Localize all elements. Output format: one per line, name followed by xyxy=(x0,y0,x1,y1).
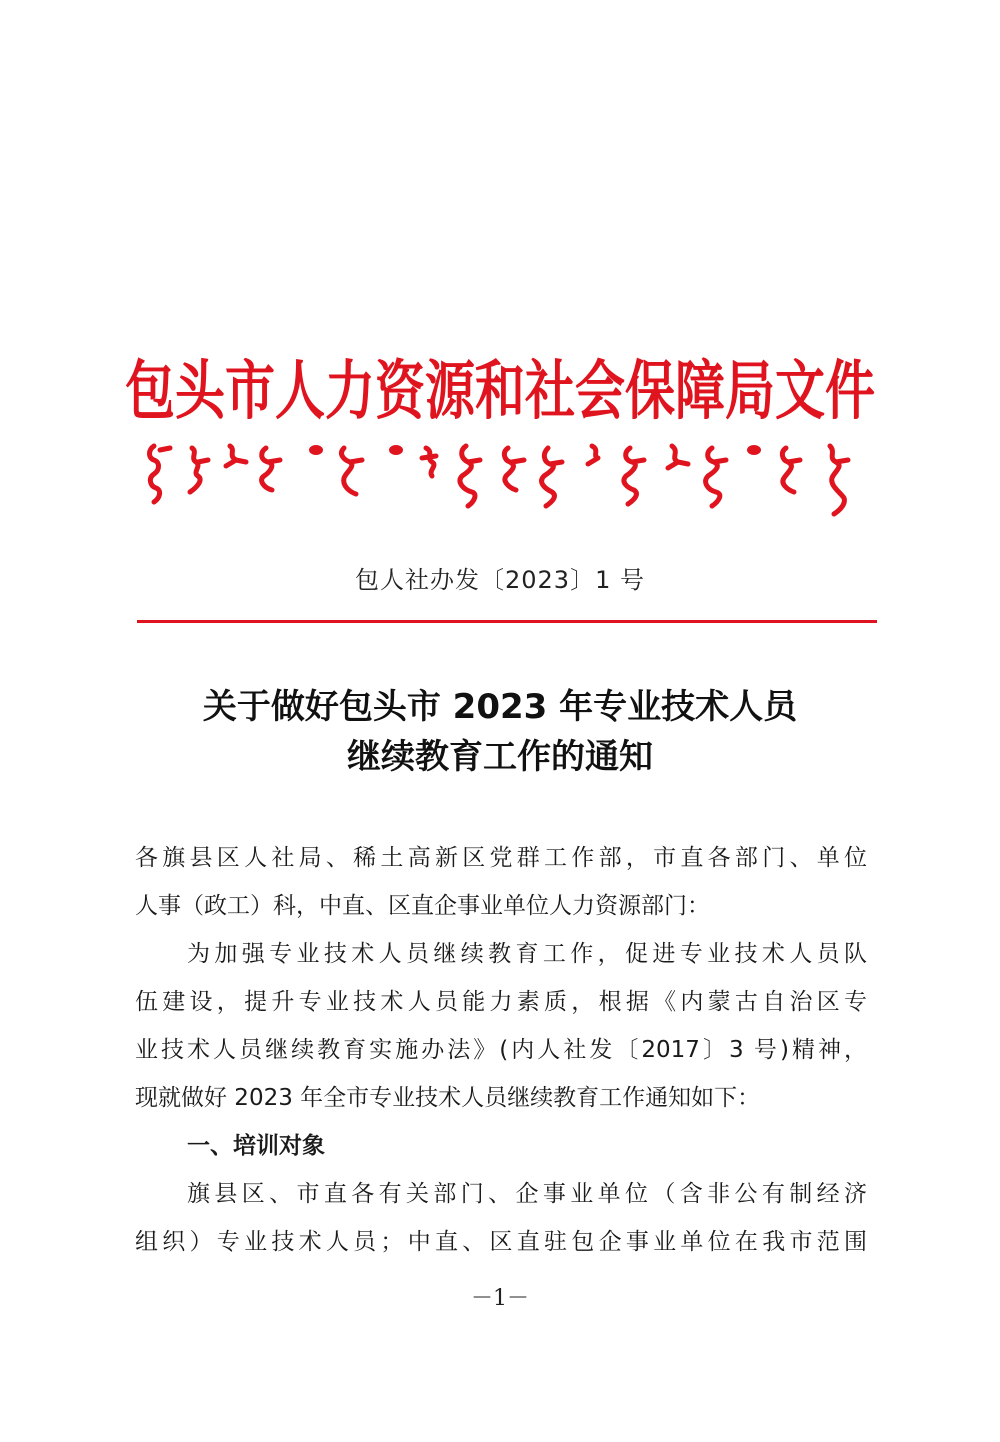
body-line: 业技术人员继续教育实施办法》(内人社发〔2017〕3 号)精神， xyxy=(135,1037,867,1063)
body-line: 现就做好 2023 年全市专业技术人员继续教育工作通知如下： xyxy=(135,1085,761,1111)
notice-title-line-1: 关于做好包头市 2023 年专业技术人员 xyxy=(202,687,798,727)
notice-body xyxy=(135,834,867,1266)
red-divider-line xyxy=(137,620,877,623)
agency-title: 包头市人力资源和社会保障局文件 xyxy=(125,354,875,429)
body-line: 组织）专业技术人员；中直、区直驻包企事业单位在我市范围 xyxy=(135,1229,867,1255)
notice-title-line-2: 继续教育工作的通知 xyxy=(347,737,653,777)
section-heading: 一、培训对象 xyxy=(187,1133,325,1159)
body-line: 旗县区、市直各有关部门、企事业单位（含非公有制经济 xyxy=(187,1181,867,1207)
body-line: 伍建设，提升专业技术人员能力素质，根据《内蒙古自治区专 xyxy=(135,989,867,1015)
body-line: 各旗县区人社局、稀土高新区党群工作部，市直各部门、单位 xyxy=(135,845,867,871)
body-line: 人事（政工）科，中直、区直企事业单位人力资源部门： xyxy=(135,893,710,919)
notice-title xyxy=(100,682,900,782)
mongolian-script-header xyxy=(140,436,860,526)
document-number: 包人社办发〔2023〕1 号 xyxy=(355,566,645,594)
page-number: －1－ xyxy=(471,1286,529,1311)
body-line: 为加强专业技术人员继续教育工作，促进专业技术人员队 xyxy=(187,941,867,967)
